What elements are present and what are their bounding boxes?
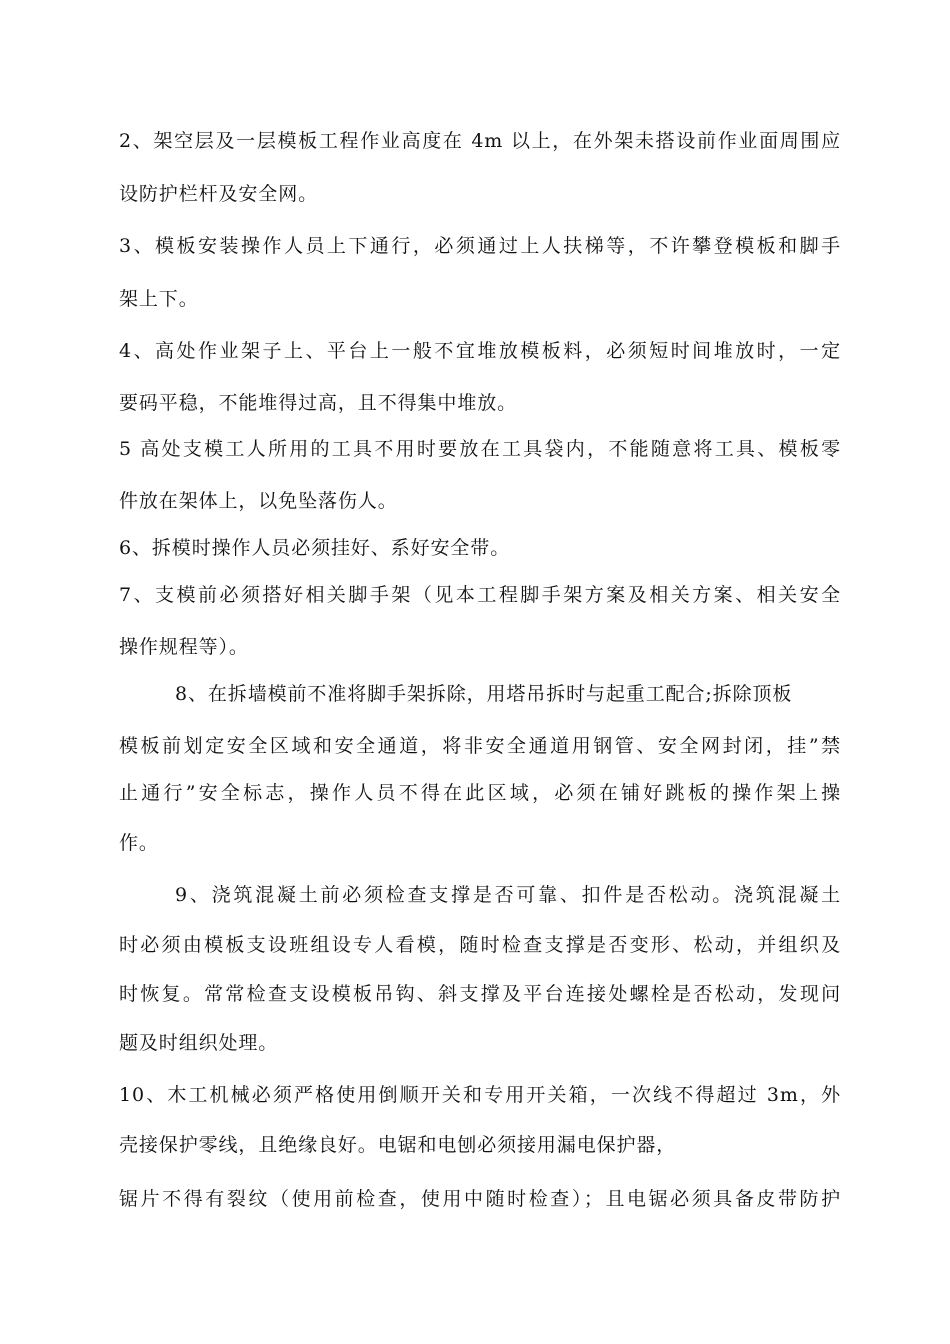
paragraph-6-line-1: 6、拆模时操作人员必须挂好、系好安全带。 <box>119 537 511 559</box>
paragraph-4-line-1: 4、高处作业架子上、平台上一般不宜堆放模板料，必须短时间堆放时，一定 <box>119 340 841 362</box>
paragraph-9-line-3: 时恢复。常常检查支设模板吊钩、斜支撑及平台连接处螺栓是否松动，发现问 <box>119 983 841 1005</box>
paragraph-3-line-1: 3、模板安装操作人员上下通行，必须通过上人扶梯等，不许攀登模板和脚手 <box>119 235 841 257</box>
paragraph-8-line-2: 模板前划定安全区域和安全通道，将非安全通道用钢管、安全网封闭，挂”禁 <box>119 735 841 757</box>
paragraph-3-line-2: 架上下。 <box>119 288 199 310</box>
paragraph-7-line-1: 7、支模前必须搭好相关脚手架（见本工程脚手架方案及相关方案、相关安全 <box>119 584 841 606</box>
paragraph-10-line-1: 10、木工机械必须严格使用倒顺开关和专用开关箱，一次线不得超过 3m，外 <box>119 1084 841 1106</box>
paragraph-5-line-2: 件放在架体上，以免坠落伤人。 <box>119 490 398 512</box>
paragraph-4-line-2: 要码平稳，不能堆得过高，且不得集中堆放。 <box>119 392 518 414</box>
paragraph-8-line-4: 作。 <box>119 832 159 854</box>
paragraph-8-line-3: 止通行”安全标志，操作人员不得在此区域，必须在铺好跳板的操作架上操 <box>119 782 841 804</box>
paragraph-9-line-2: 时必须由模板支设班组设专人看模，随时检查支撑是否变形、松动，并组织及 <box>119 934 841 956</box>
paragraph-8-line-1: 8、在拆墙模前不准将脚手架拆除，用塔吊拆时与起重工配合;拆除顶板 <box>175 683 793 705</box>
paragraph-5-line-1: 5 高处支模工人所用的工具不用时要放在工具袋内，不能随意将工具、模板零 <box>119 438 841 460</box>
paragraph-9-line-4: 题及时组织处理。 <box>119 1032 279 1054</box>
paragraph-9-line-1: 9、浇筑混凝土前必须检查支撑是否可靠、扣件是否松动。浇筑混凝土 <box>175 884 841 906</box>
paragraph-7-line-2: 操作规程等）。 <box>119 636 249 658</box>
paragraph-10-line-3: 锯片不得有裂纹（使用前检查，使用中随时检查）；且电锯必须具备皮带防护 <box>119 1188 841 1210</box>
paragraph-10-line-2: 壳接保护零线，且绝缘良好。电锯和电刨必须接用漏电保护器， <box>119 1134 677 1156</box>
paragraph-2-line-1: 2、架空层及一层模板工程作业高度在 4m 以上，在外架未搭设前作业面周围应 <box>119 130 841 152</box>
paragraph-2-line-2: 设防护栏杆及安全网。 <box>119 183 319 205</box>
